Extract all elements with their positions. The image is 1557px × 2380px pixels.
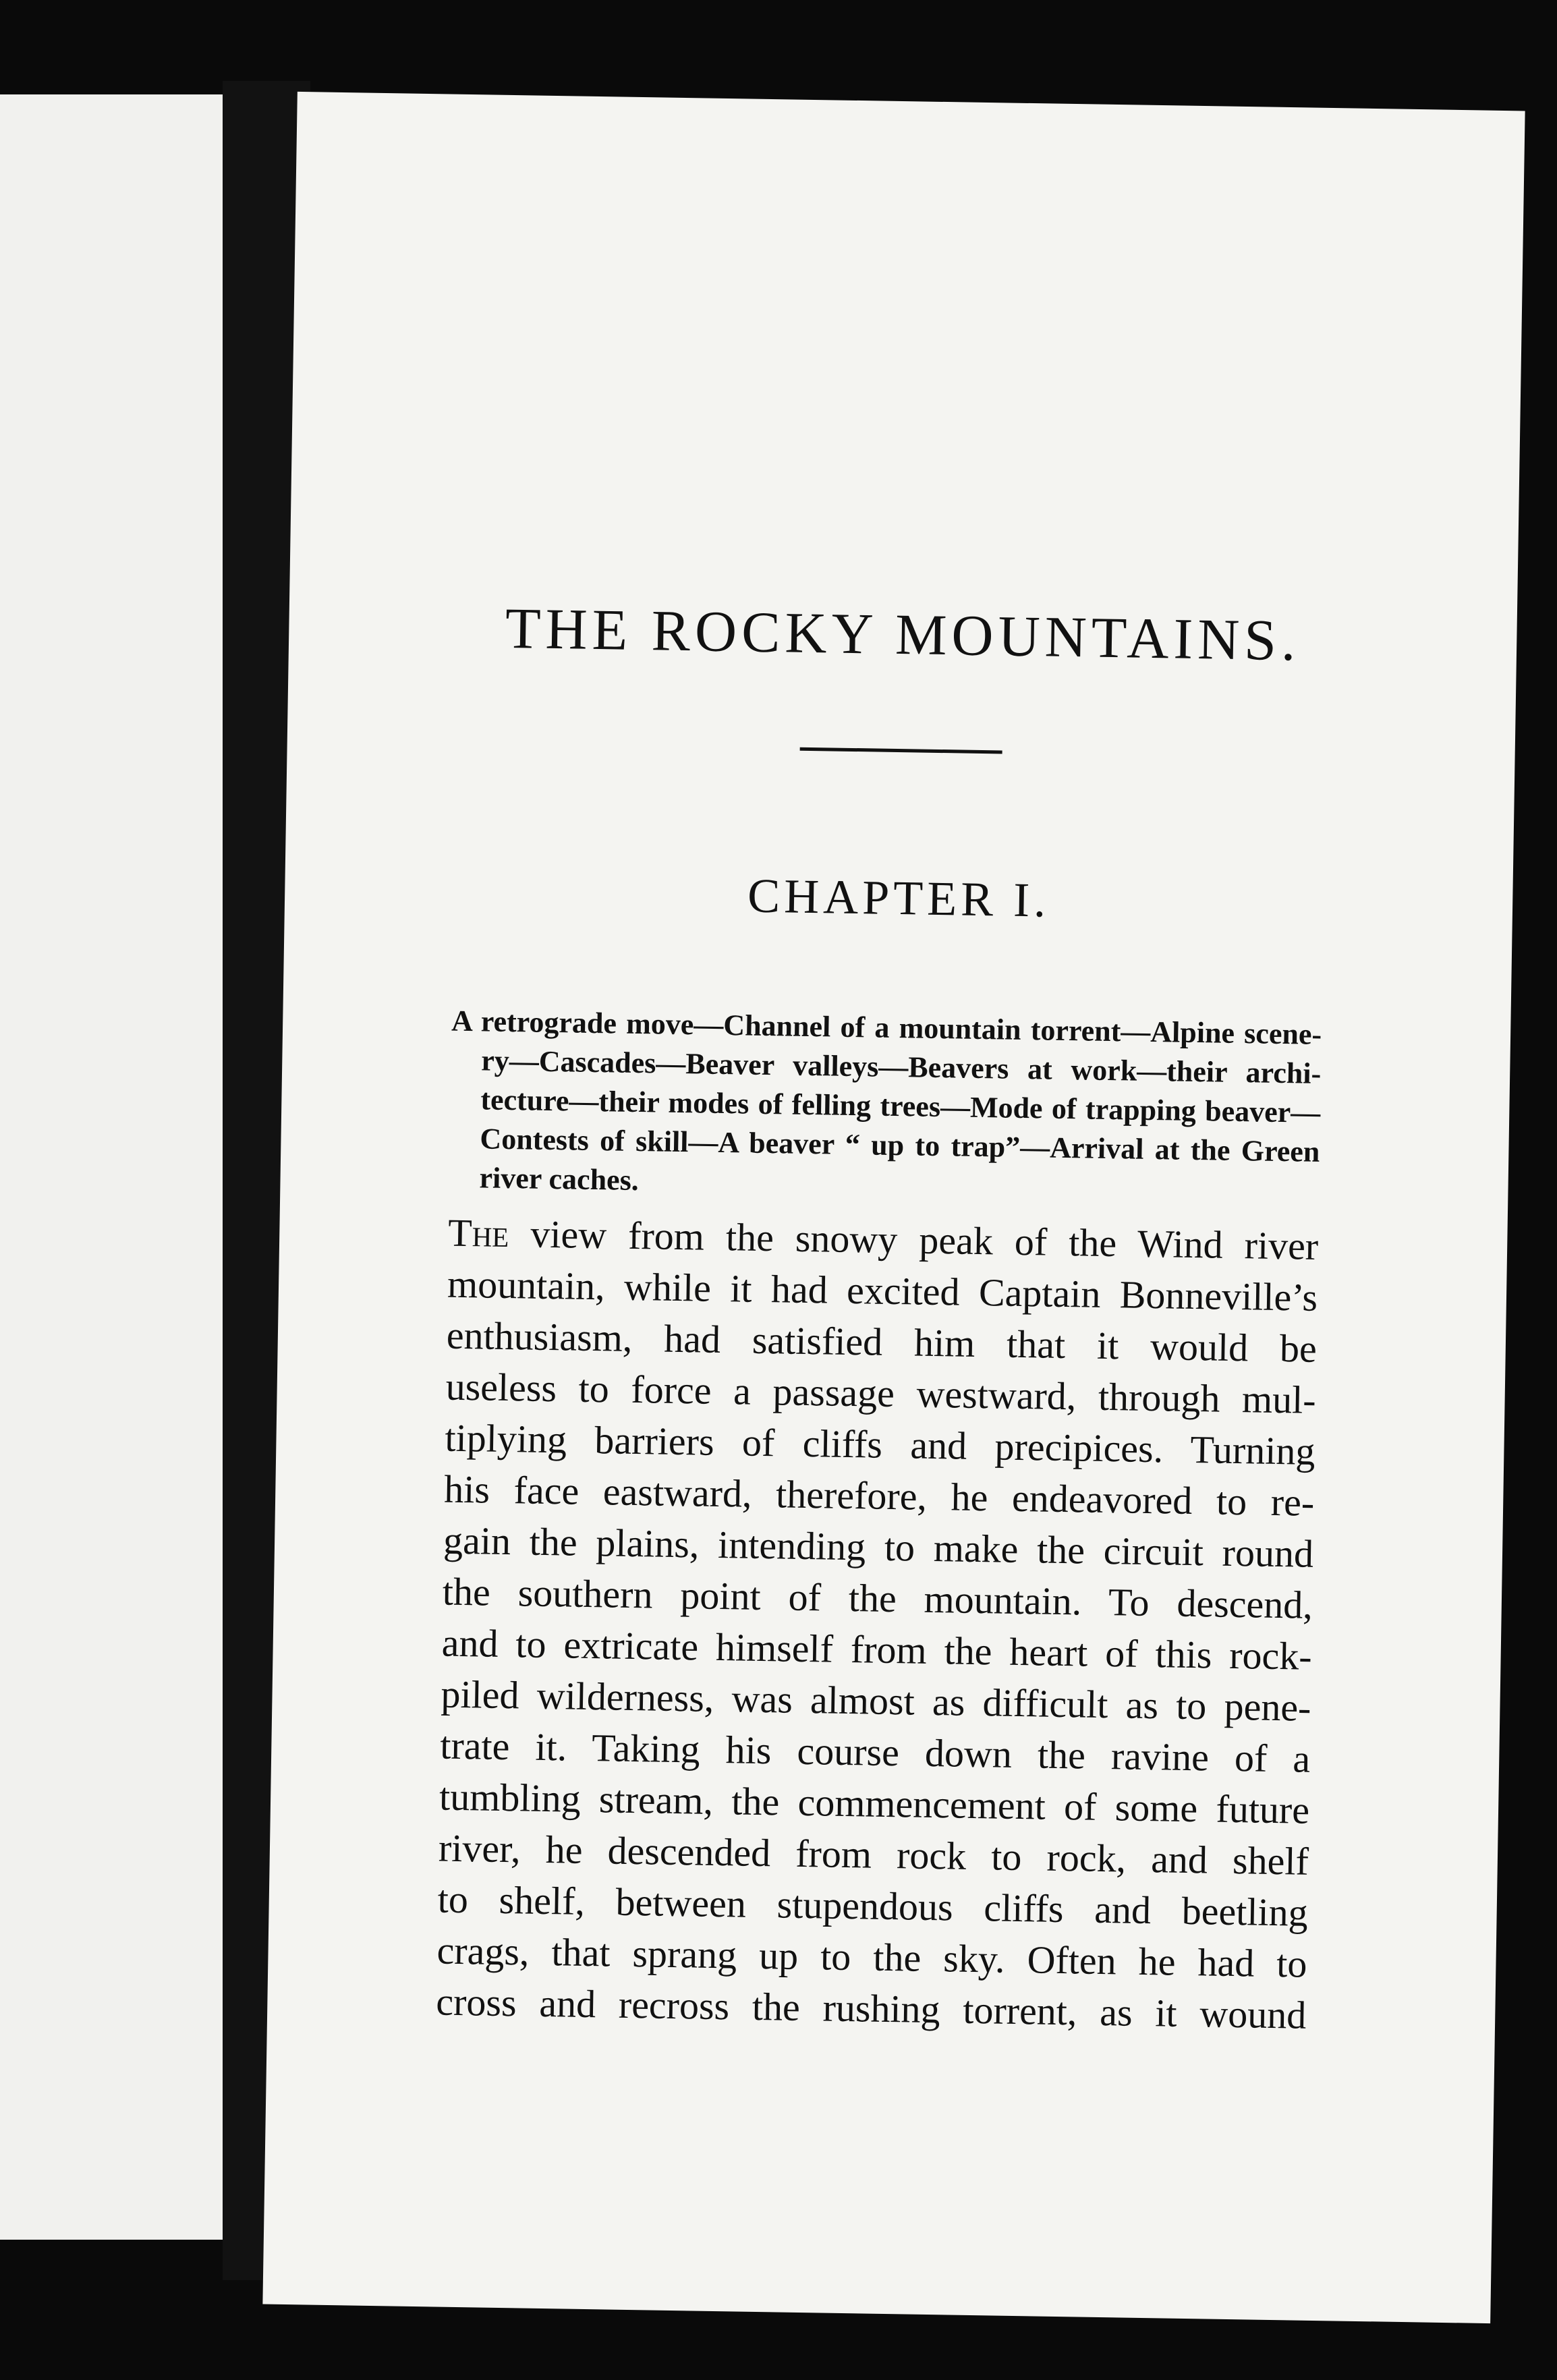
chapter-heading: CHAPTER I. <box>747 868 1050 928</box>
body-line: trate it. Taking his course down the ravine of a <box>439 1723 1311 1781</box>
body-line: and to extricate himself from the heart of this rock- <box>441 1620 1313 1678</box>
synopsis-line: ry—Cascades—Beaver valleys—Beavers at work—their archi- <box>480 1044 1322 1090</box>
body-line: mountain, while it had excited Captain Bonneville’s <box>447 1262 1318 1320</box>
body-line: piled wilderness, was almost as difficult as to pene- <box>441 1672 1311 1730</box>
body-line: to shelf, between stupendous cliffs and beetling <box>437 1877 1309 1935</box>
book-page <box>262 92 1525 2323</box>
body-line: gain the plains, intending to make the circuit round <box>443 1518 1314 1576</box>
body-line: cross and recross the rushing torrent, as it wound <box>435 1979 1307 2037</box>
body-line: river, he descended from rock to rock, and shelf <box>438 1825 1309 1883</box>
chapter-synopsis <box>449 1002 1322 1211</box>
synopsis-line: river caches. <box>479 1161 640 1197</box>
body-line: his face eastward, therefore, he endeavored to re- <box>443 1467 1315 1525</box>
synopsis-line: tecture—their modes of felling trees—Mode of trapping beaver— <box>480 1083 1321 1129</box>
body-line: the southern point of the mountain. To descend, <box>442 1569 1313 1627</box>
title-rule-divider <box>800 747 1002 754</box>
body-line: useless to force a passage westward, through mul- <box>445 1364 1317 1422</box>
body-line: enthusiasm, had satisfied him that it would be <box>446 1313 1318 1371</box>
body-line: tiplying barriers of cliffs and precipices. Turning <box>445 1415 1315 1473</box>
body-paragraph <box>436 1208 1319 2041</box>
body-line-text: view from the snowy peak of the Wind river <box>508 1212 1319 1268</box>
synopsis-line: A retrograde move—Channel of a mountain torrent—Alpine scene- <box>451 1004 1322 1051</box>
running-title: THE ROCKY MOUNTAINS. <box>505 595 1301 673</box>
drop-word: The <box>447 1210 509 1256</box>
body-line: crags, that sprang up to the sky. Often he had to <box>436 1928 1307 1986</box>
page-content <box>262 92 1525 2323</box>
body-line: tumbling stream, the commencement of some future <box>438 1774 1310 1832</box>
synopsis-line: Contests of skill—A beaver “ up to trap”—Arrival at the Green <box>480 1122 1320 1168</box>
